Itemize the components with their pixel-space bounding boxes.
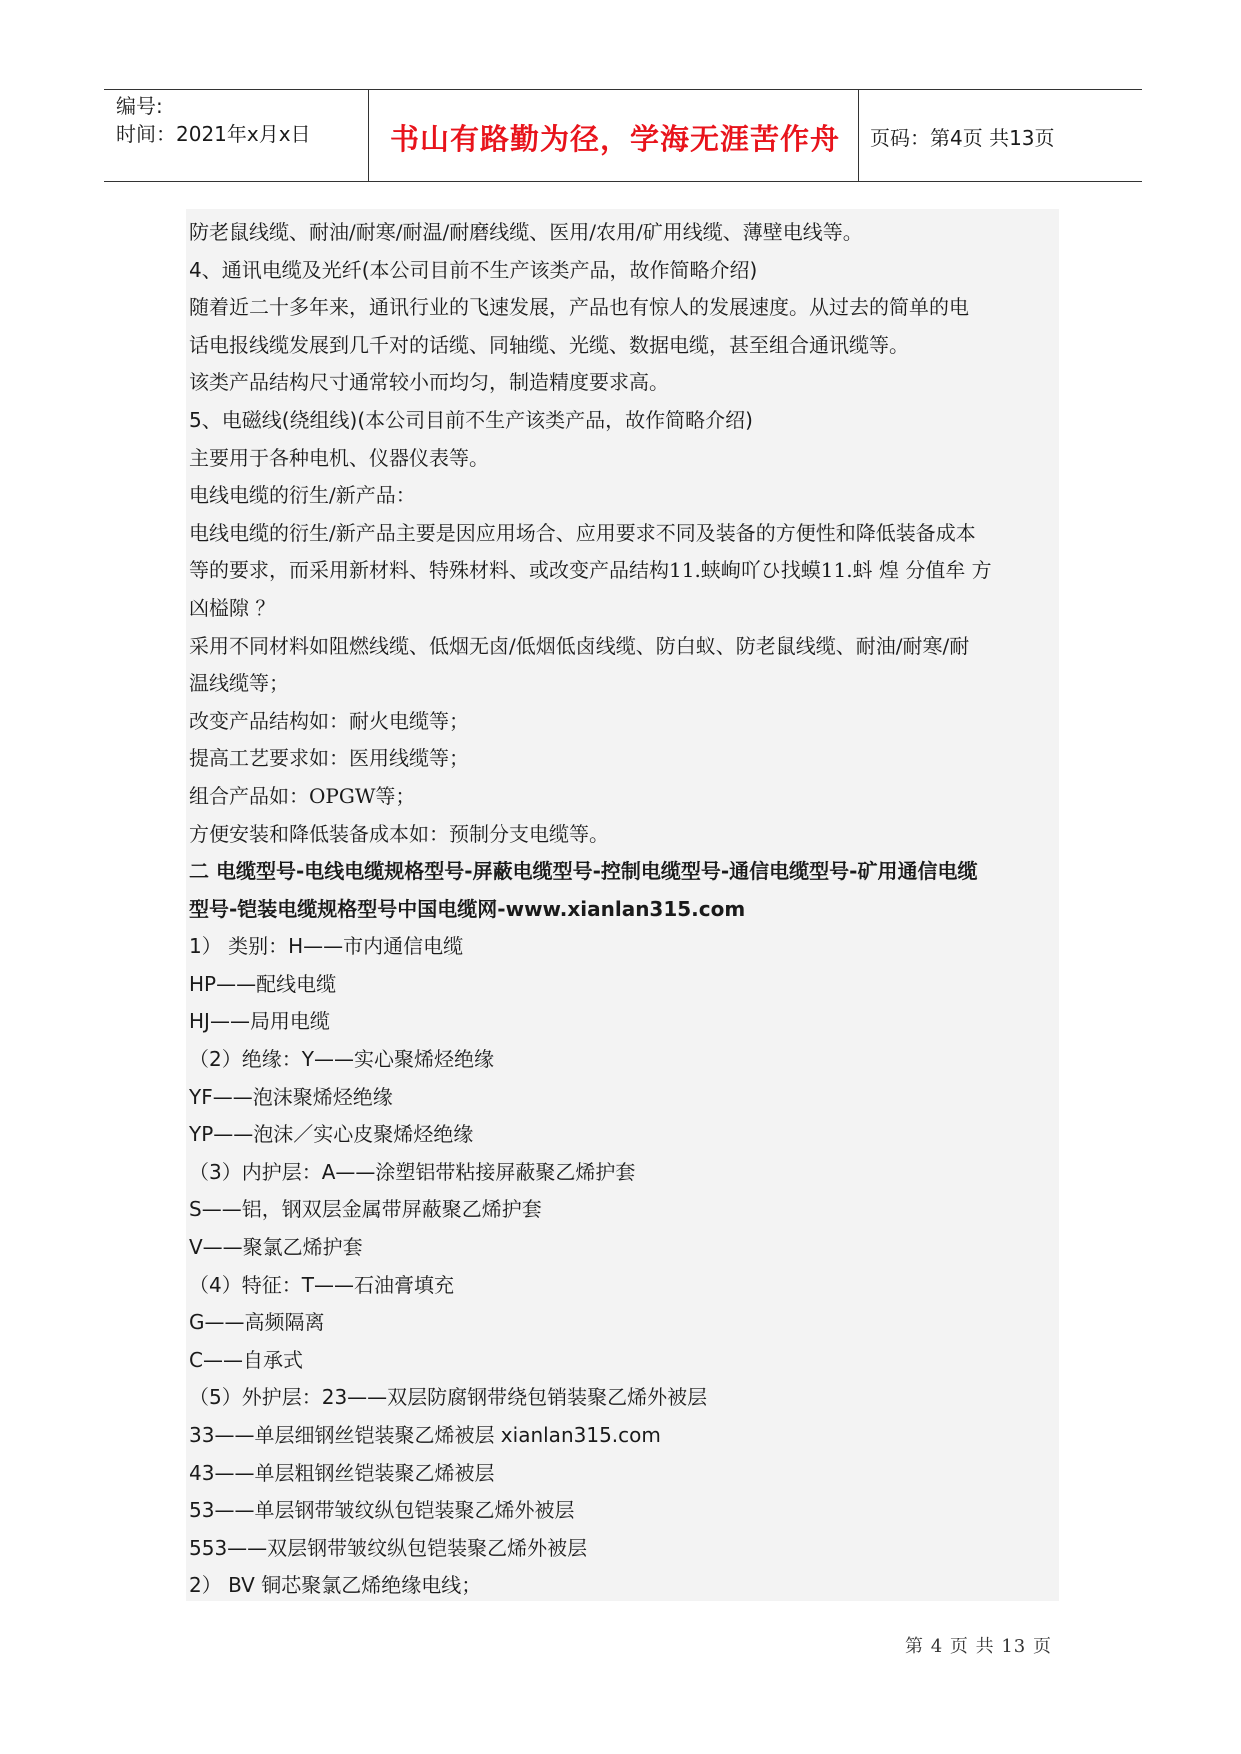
header-left-cell [116, 92, 311, 148]
document-number-label: 编号: [116, 94, 163, 118]
body-line: （3）内护层：A——涂塑铝带粘接屏蔽聚乙烯护套 [189, 1159, 636, 1184]
header-page-number: 页码：第4页 共13页 [870, 126, 1055, 150]
body-line: 1） 类别：H——市内通信电缆 [189, 934, 464, 959]
page-footer: 第 4 页 共 13 页 [905, 1636, 1052, 1657]
body-line: 随着近二十多年来，通讯行业的飞速发展，产品也有惊人的发展速度。从过去的简单的电 [189, 295, 969, 320]
header-top-rule [104, 89, 1142, 90]
body-line: 话电报线缆发展到几千对的话缆、同轴缆、光缆、数据电缆，甚至组合通讯缆等。 [189, 332, 909, 357]
body-line: （5）外护层：23——双层防腐钢带绕包销装聚乙烯外被层 [189, 1385, 708, 1410]
body-line: G——高频隔离 [189, 1310, 325, 1335]
body-line: 该类产品结构尺寸通常较小而均匀，制造精度要求高。 [189, 370, 669, 395]
body-line: 553——双层钢带皱纹纵包铠装聚乙烯外被层 [189, 1535, 588, 1560]
body-line: YP——泡沫／实心皮聚烯烃绝缘 [189, 1122, 474, 1147]
body-line: HP——配线电缆 [189, 971, 337, 996]
document-body [189, 214, 1059, 1605]
body-line: S——铝，钢双层金属带屏蔽聚乙烯护套 [189, 1197, 542, 1222]
body-line: 组合产品如：OPGW等； [189, 783, 416, 808]
body-line: （2）绝缘：Y——实心聚烯烃绝缘 [189, 1047, 494, 1072]
body-line: 5、电磁线(绕组线)(本公司目前不生产该类产品，故作简略介绍) [189, 407, 753, 432]
body-line: 4、通讯电缆及光纤(本公司目前不生产该类产品，故作简略介绍) [189, 257, 758, 282]
body-line: 提高工艺要求如：医用线缆等； [189, 746, 469, 771]
body-line: 采用不同材料如阻燃线缆、低烟无卤/低烟低卤线缆、防白蚁、防老鼠线缆、耐油/耐寒/耐 [189, 633, 970, 658]
body-line: 等的要求，而采用新材料、特殊材料、或改变产品结构11.蛱峋吖ひ找蟆11.蚪 煌 分值牟 方 [189, 558, 992, 583]
body-line: 电线电缆的衍生/新产品： [189, 483, 416, 508]
header-divider-left [368, 89, 369, 181]
body-line: 33——单层细钢丝铠装聚乙烯被层 xianlan315.com [189, 1423, 661, 1447]
section-heading: 二 电缆型号-电线电缆规格型号-屏蔽电缆型号-控制电缆型号-通信电缆型号-矿用通信电缆 [189, 859, 978, 884]
body-line: 方便安装和降低装备成本如：预制分支电缆等。 [189, 821, 609, 846]
body-line: 凶榏隙 ？ [189, 595, 276, 620]
body-line: 53——单层钢带皱纹纵包铠装聚乙烯外被层 [189, 1498, 575, 1523]
body-line: YF——泡沫聚烯烃绝缘 [189, 1084, 393, 1109]
header-motto: 书山有路勤为径，学海无涯苦作舟 [389, 122, 840, 156]
body-line: （4）特征：T——石油膏填充 [189, 1272, 454, 1297]
body-line: 防老鼠线缆、耐油/耐寒/耐温/耐磨线缆、医用/农用/矿用线缆、薄壁电线等。 [189, 220, 863, 244]
header-bottom-rule [104, 181, 1142, 182]
body-line: 电线电缆的衍生/新产品主要是因应用场合、应用要求不同及装备的方便性和降低装备成本 [189, 520, 976, 545]
section-heading: 型号-铠装电缆规格型号中国电缆网-www.xianlan315.com [189, 896, 746, 921]
body-line: V——聚氯乙烯护套 [189, 1235, 363, 1260]
body-line: 43——单层粗钢丝铠装聚乙烯被层 [189, 1460, 495, 1485]
body-line: 改变产品结构如：耐火电缆等； [189, 708, 469, 733]
body-line: HJ——局用电缆 [189, 1009, 330, 1034]
body-line: 主要用于各种电机、仪器仪表等。 [189, 445, 489, 470]
body-line: 温线缆等； [189, 671, 289, 696]
document-time-label: 时间：2021年x月x日 [116, 122, 311, 146]
body-line: C——自承式 [189, 1347, 303, 1372]
body-line: 2） BV 铜芯聚氯乙烯绝缘电线； [189, 1573, 482, 1598]
